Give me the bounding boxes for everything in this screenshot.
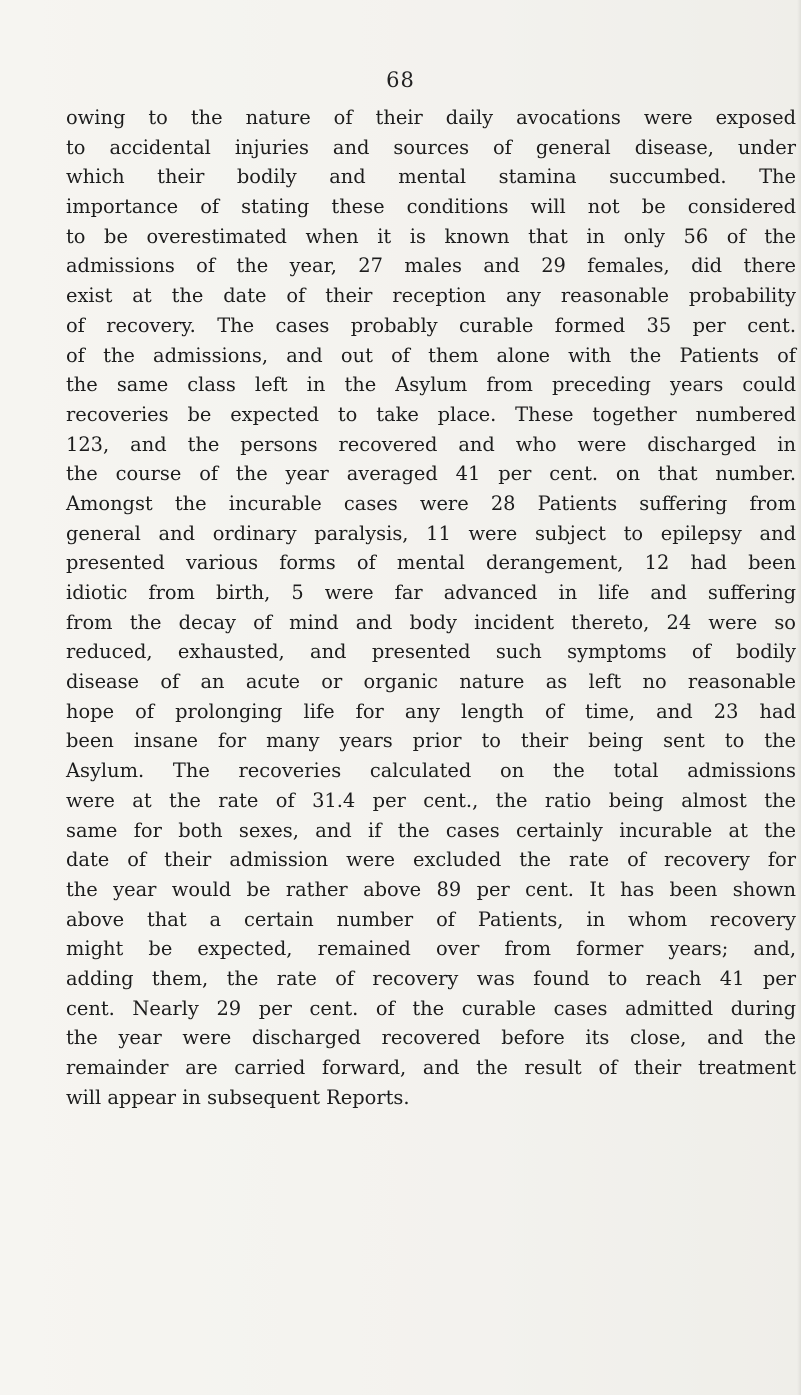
text-line: recoveries be expected to take place. These together numbered <box>66 402 796 426</box>
page-number: 68 <box>386 68 415 92</box>
text-line: of recovery. The cases probably curable formed 35 per cent. <box>66 313 796 337</box>
text-line: disease of an acute or organic nature as left no reasonable <box>66 670 796 694</box>
text-line: the same class left in the Asylum from preceding years could <box>66 373 796 397</box>
text-line: the year were discharged recovered before its close, and the <box>66 1026 796 1050</box>
text-line: were at the rate of 31.4 per cent., the ratio being almost the <box>66 788 796 812</box>
text-line: remainder are carried forward, and the result of their treatment <box>66 1056 796 1079</box>
text-line: to be overestimated when it is known that in only 56 of the <box>66 224 796 248</box>
text-line: which their bodily and mental stamina succumbed. The <box>66 165 796 189</box>
text-line: might be expected, remained over from former years; and, <box>66 937 796 961</box>
text-line: owing to the nature of their daily avocations were exposed <box>66 106 796 129</box>
text-line: importance of stating these conditions will not be considered <box>66 195 796 219</box>
text-line: the course of the year averaged 41 per cent. on that number. <box>66 462 796 486</box>
text-line: the year would be rather above 89 per cent. It has been shown <box>66 877 796 901</box>
text-line: Amongst the incurable cases were 28 Patients suffering from <box>66 491 796 515</box>
text-line: date of their admission were excluded the rate of recovery for <box>66 848 796 872</box>
text-line: exist at the date of their reception any reasonable probability <box>66 284 796 308</box>
text-line: idiotic from birth, 5 were far advanced in life and suffering <box>66 581 796 604</box>
text-line: to accidental injuries and sources of general disease, under <box>66 135 796 159</box>
page-edge-shadow <box>797 0 801 1395</box>
body-paragraph <box>66 103 796 1112</box>
text-line: general and ordinary paralysis, 11 were subject to epilepsy and <box>66 521 796 545</box>
text-line: reduced, exhausted, and presented such symptoms of bodily <box>66 640 796 664</box>
text-line: of the admissions, and out of them alone with the Patients of <box>66 343 796 367</box>
text-line: from the decay of mind and body incident thereto, 24 were so <box>66 610 796 634</box>
text-line: will appear in subsequent Reports. <box>66 1085 410 1109</box>
text-line: adding them, the rate of recovery was found to reach 41 per <box>66 966 796 990</box>
text-line: same for both sexes, and if the cases certainly incurable at the <box>66 818 796 842</box>
text-line: been insane for many years prior to their being sent to the <box>66 729 796 753</box>
text-line: cent. Nearly 29 per cent. of the curable cases admitted during <box>66 996 796 1020</box>
text-line: hope of prolonging life for any length of time, and 23 had <box>66 699 796 723</box>
text-line: 123, and the persons recovered and who were discharged in <box>66 432 796 456</box>
text-line: above that a certain number of Patients, in whom recovery <box>66 907 796 931</box>
text-line: Asylum. The recoveries calculated on the total admissions <box>66 759 796 783</box>
text-line: admissions of the year, 27 males and 29 females, did there <box>66 254 796 278</box>
text-line: presented various forms of mental derangement, 12 had been <box>66 551 796 575</box>
